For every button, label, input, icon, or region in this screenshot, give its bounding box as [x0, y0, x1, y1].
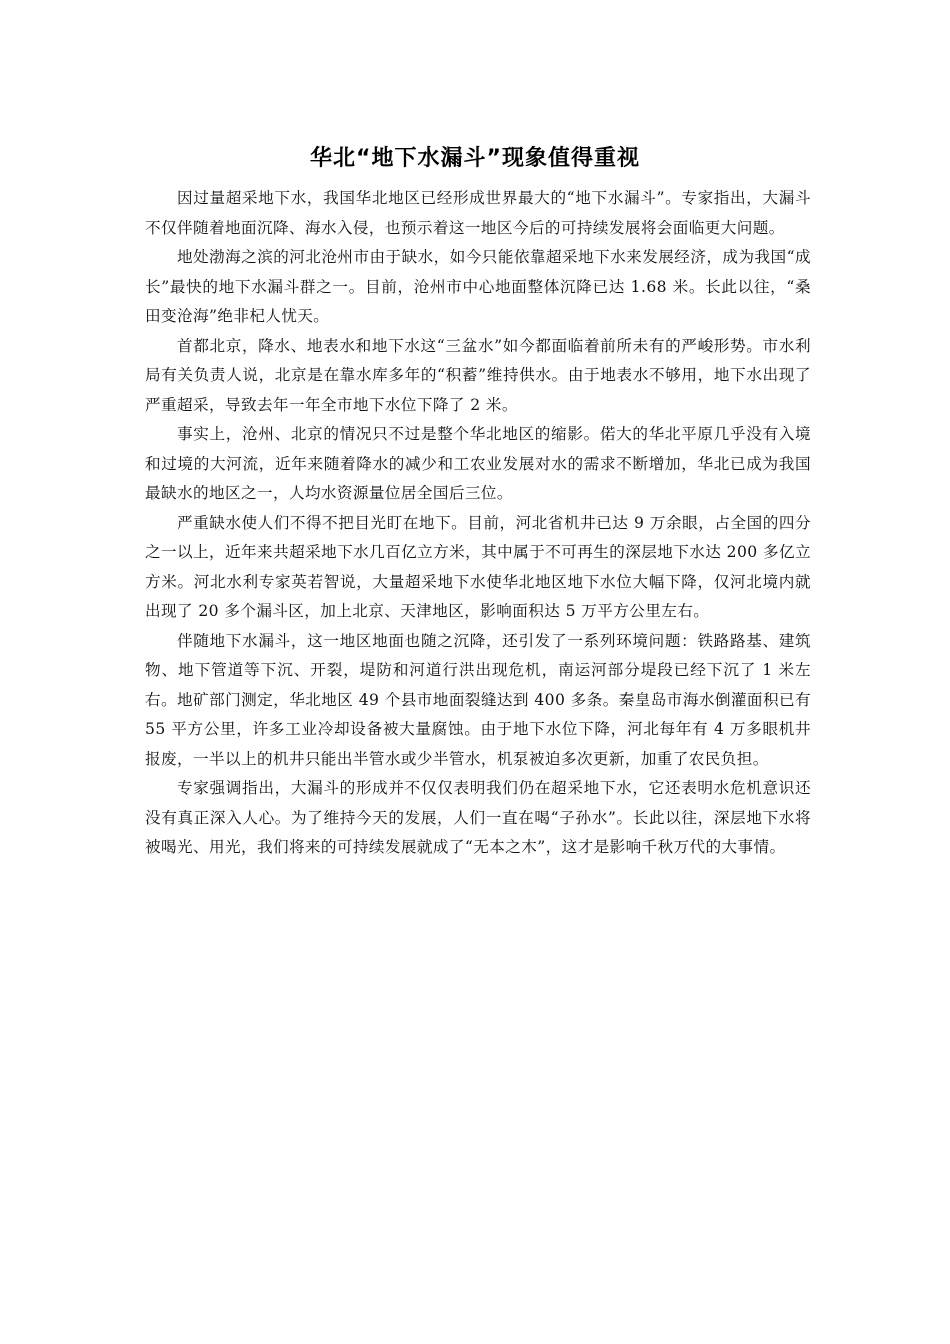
paragraph: 严重缺水使人们不得不把目光盯在地下。目前，河北省机井已达 9 万余眼，占全国的四分之一以上，近年来共超采地下水几百亿立方米，其中属于不可再生的深层地下水达 200 多亿立方米。河北水利专家英若智说，大量超采地下水使华北地区地下水位大幅下降，仅河北境内就出现了 20 多个漏斗区，加上北京、天津地区，影响面积达 5 万平方公里左右。 — [145, 513, 811, 620]
paragraph: 首都北京，降水、地表水和地下水这“三盆水”如今都面临着前所未有的严峻形势。市水利局有关负责人说，北京是在靠水库多年的“积蓄”维持供水。由于地表水不够用，地下水出现了严重超采，导致去年一年全市地下水位下降了 2 米。 — [145, 336, 811, 414]
paragraph: 专家强调指出，大漏斗的形成并不仅仅表明我们仍在超采地下水，它还表明水危机意识还没有真正深入人心。为了维持今天的发展，人们一直在喝“子孙水”。长此以往，深层地下水将被喝光、用光，我们将来的可持续发展就成了“无本之木”，这才是影响千秋万代的大事情。 — [145, 779, 811, 856]
paragraph: 地处渤海之滨的河北沧州市由于缺水，如今只能依靠超采地下水来发展经济，成为我国“成长”最快的地下水漏斗群之一。目前，沧州市中心地面整体沉降已达 1.68 米。长此以往，“桑田变沧海”绝非杞人忧天。 — [145, 248, 811, 325]
paragraph: 事实上，沧州、北京的情况只不过是整个华北地区的缩影。偌大的华北平原几乎没有入境和过境的大河流，近年来随着降水的减少和工农业发展对水的需求不断增加，华北已成为我国最缺水的地区之一，人均水资源量位居全国后三位。 — [145, 425, 811, 502]
document-body — [145, 184, 811, 863]
paragraph: 伴随地下水漏斗，这一地区地面也随之沉降，还引发了一系列环境问题：铁路路基、建筑物、地下管道等下沉、开裂，堤防和河道行洪出现危机，南运河部分堤段已经下沉了 1 米左右。地矿部门测定，华北地区 49 个县市地面裂缝达到 400 多条。秦皇岛市海水倒灌面积已有 55 平方公里，许多工业冷却设备被大量腐蚀。由于地下水位下降，河北每年有 4 万多眼机井报废，一半以上的机井只能出半管水或少半管水，机泵被迫多次更新，加重了农民负担。 — [145, 631, 811, 768]
paragraph: 因过量超采地下水，我国华北地区已经形成世界最大的“地下水漏斗”。专家指出，大漏斗不仅伴随着地面沉降、海水入侵，也预示着这一地区今后的可持续发展将会面临更大问题。 — [145, 189, 811, 237]
document-title: 华北“地下水漏斗”现象值得重视 — [310, 145, 640, 171]
